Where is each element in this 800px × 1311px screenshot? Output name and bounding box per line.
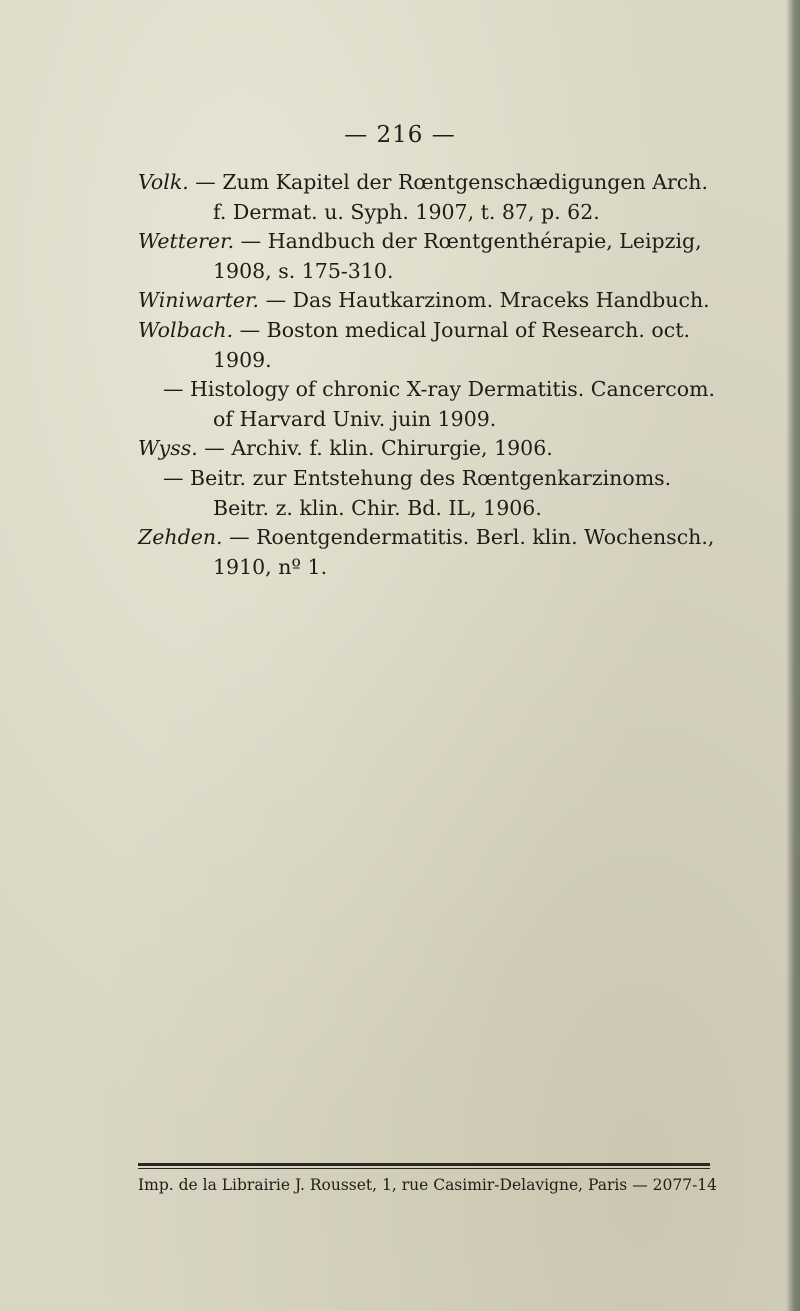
entry-text: — Beitr. zur Entstehung des Rœntgenkarzinoms. Beitr. z. klin. Chir. Bd. IL, 1906. (163, 465, 672, 520)
bibliography-entry (138, 316, 718, 375)
entry-text: — Histology of chronic X-ray Dermatitis. Cancercom. of Harvard Univ. juin 1909. (163, 377, 716, 431)
bibliography-entry (138, 434, 718, 464)
entry-author: Wetterer. (138, 229, 235, 254)
entry-text: — Boston medical Journal of Research. oct. 1909. (213, 317, 690, 372)
entry-author: Winiwarter. (138, 288, 260, 313)
entry-author: Zehden. (138, 525, 223, 550)
entry-author: Volk. (138, 170, 189, 194)
footer-rule (138, 1163, 710, 1166)
entry-text: — Archiv. f. klin. Chirurgie, 1906. (204, 436, 553, 461)
page-edge-shadow (786, 0, 800, 1311)
entry-author: Wolbach. (138, 317, 234, 342)
bibliography-list (138, 168, 718, 582)
entry-text: — Roentgendermatitis. Berl. klin. Wochensch., 1910, nº 1. (213, 525, 715, 579)
entry-text: — Das Hautkarzinom. Mraceks Handbuch. (265, 288, 710, 313)
bibliography-entry (138, 168, 718, 227)
bibliography-entry (138, 464, 718, 523)
printer-imprint: Imp. de la Librairie J. Rousset, 1, rue Casimir-Delavigne, Paris — 2077-14 (138, 1176, 718, 1194)
entry-author: Wyss. (138, 436, 198, 461)
entry-text: — Handbuch der Rœntgenthérapie, Leipzig, 1908, s. 175-310. (213, 229, 702, 283)
page-number: — 216 — (344, 122, 456, 148)
bibliography-entry (138, 375, 718, 434)
entry-text: — Zum Kapitel der Rœntgenschædigungen Arch. f. Dermat. u. Syph. 1907, t. 87, p. 62. (195, 170, 709, 224)
bibliography-entry (138, 523, 718, 582)
footer-rule-thin (138, 1168, 710, 1169)
bibliography-entry (138, 286, 718, 316)
bibliography-entry (138, 227, 718, 286)
